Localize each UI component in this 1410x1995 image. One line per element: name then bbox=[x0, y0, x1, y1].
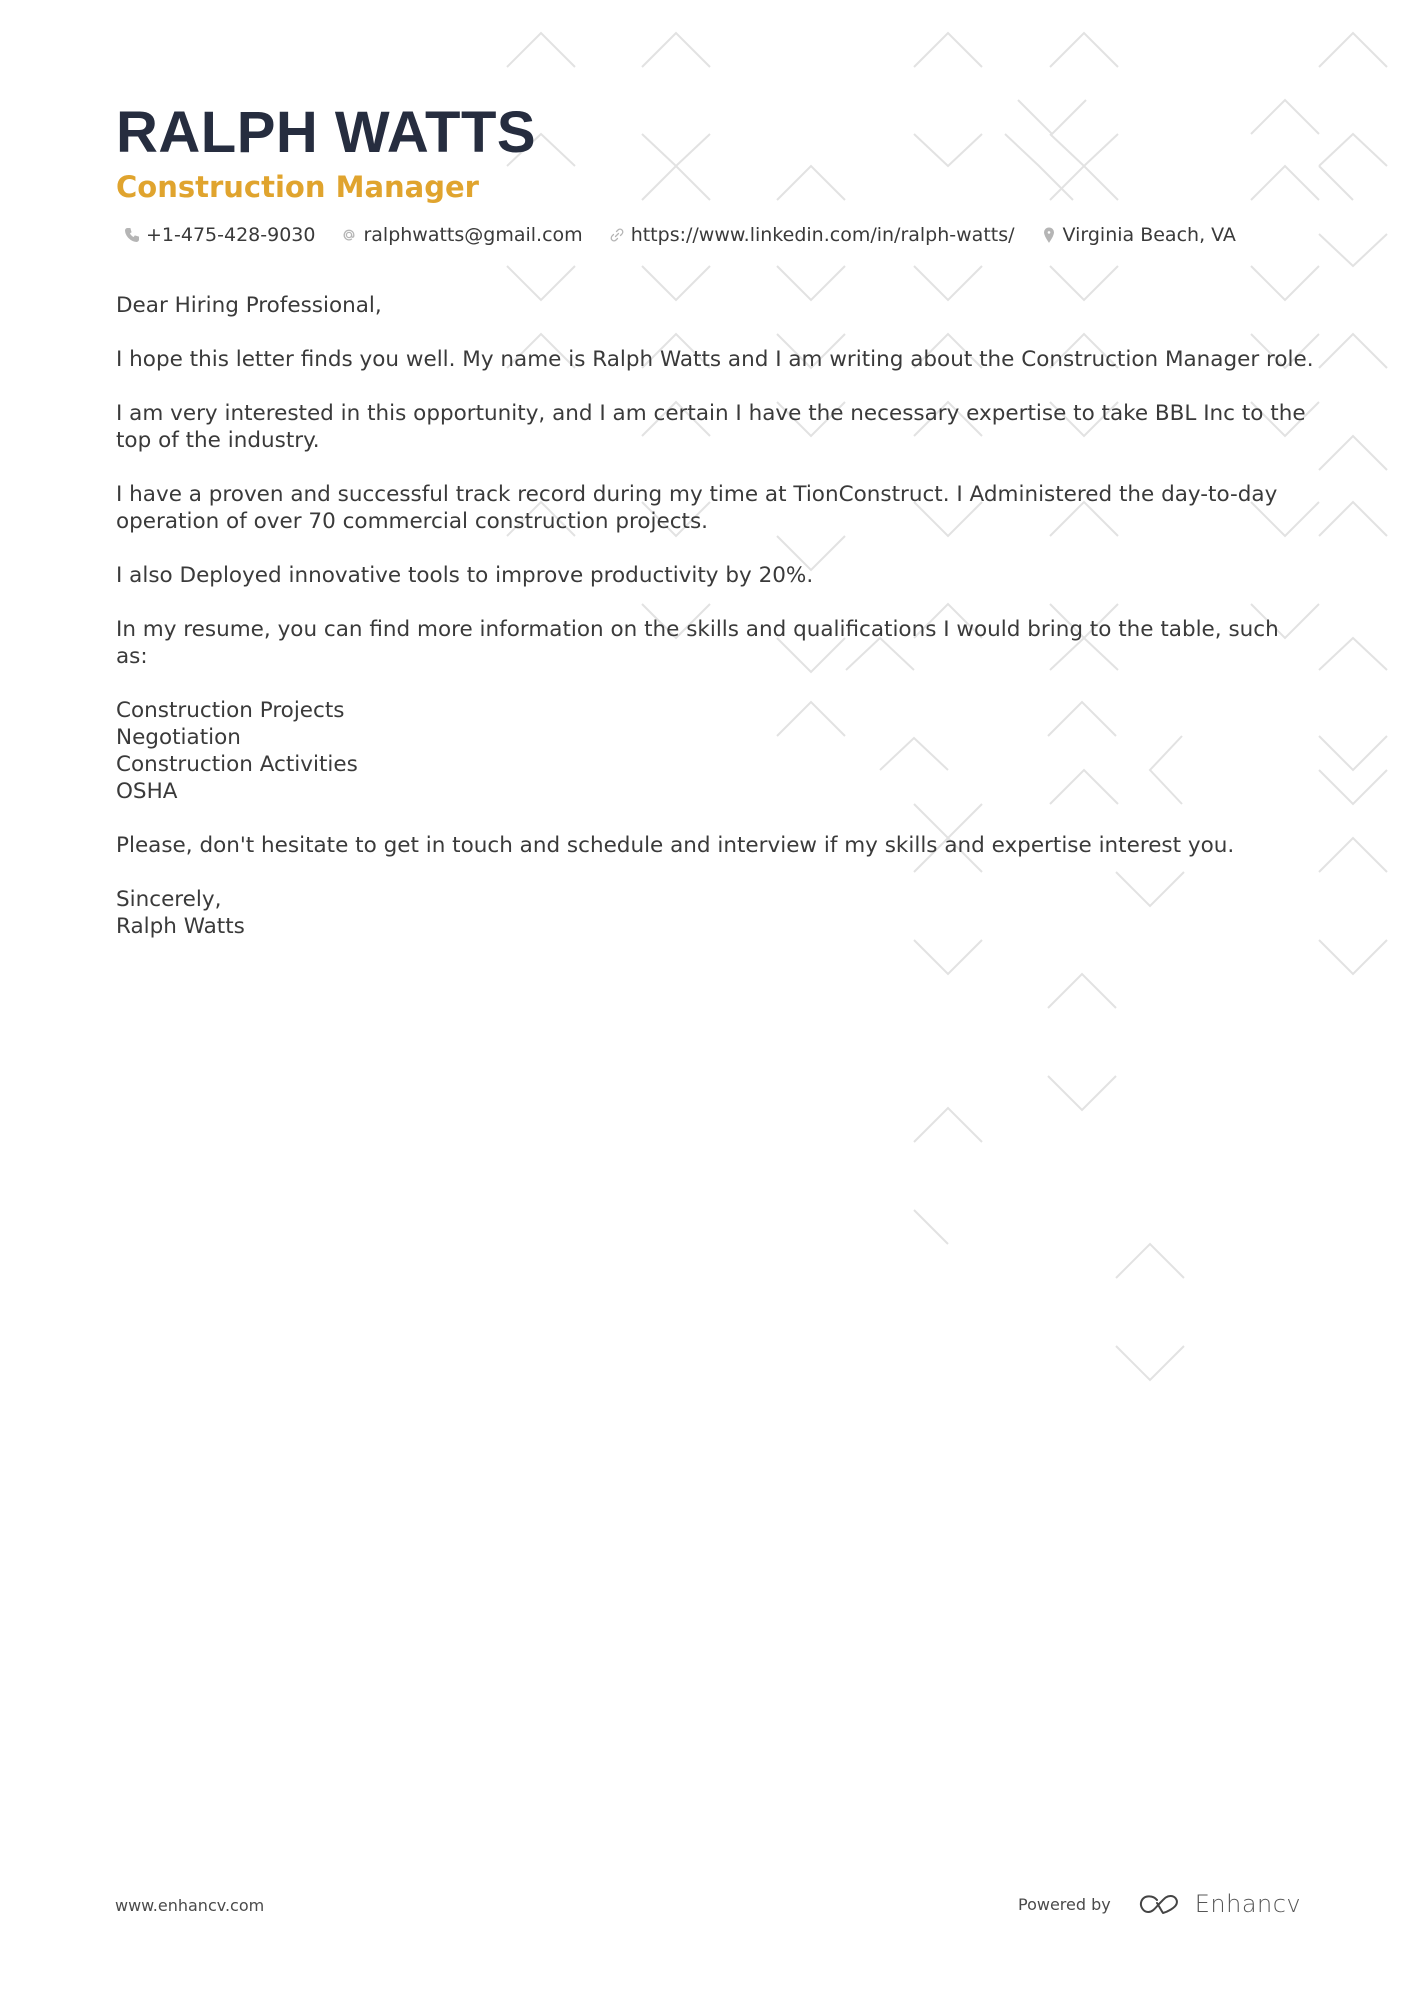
job-title: Construction Manager bbox=[116, 170, 479, 204]
sign-off: Sincerely, bbox=[116, 887, 222, 912]
paragraph-productivity: I also Deployed innovative tools to improve productivity by 20%. bbox=[116, 563, 814, 588]
contact-email[interactable] bbox=[341, 224, 582, 246]
enhancv-wordmark: Enhancv bbox=[1194, 1890, 1302, 1918]
paragraph-interest: I am very interested in this opportunity, and I am certain I have the necessary expertise to take BBL Inc to the top of the industry. bbox=[116, 401, 1306, 453]
skills-list bbox=[116, 697, 1316, 805]
letter-body bbox=[116, 292, 1316, 940]
paragraph-intro: I hope this letter finds you well. My name is Ralph Watts and I am writing about the Construction Manager role. bbox=[116, 347, 1314, 372]
signature: Ralph Watts bbox=[116, 914, 245, 939]
footer-website-link[interactable]: www.enhancv.com bbox=[115, 1896, 265, 1915]
skill-item: Negotiation bbox=[116, 725, 241, 750]
email-text: ralphwatts@gmail.com bbox=[363, 224, 583, 246]
location-pin-icon bbox=[1041, 227, 1057, 243]
contact-location bbox=[1041, 224, 1236, 246]
closing-paragraph: Please, don't hesitate to get in touch and schedule and interview if my skills and expertise interest you. bbox=[116, 833, 1235, 858]
linkedin-text: https://www.linkedin.com/in/ralph-watts/ bbox=[630, 224, 1015, 246]
skill-item: OSHA bbox=[116, 779, 178, 804]
enhancv-infinity-heart-icon bbox=[1137, 1892, 1183, 1916]
link-icon bbox=[609, 227, 625, 243]
skill-item: Construction Projects bbox=[116, 698, 345, 723]
contact-phone[interactable] bbox=[124, 224, 315, 246]
contact-linkedin[interactable] bbox=[609, 224, 1015, 246]
applicant-name: RALPH WATTS bbox=[116, 100, 537, 165]
location-text: Virginia Beach, VA bbox=[1062, 224, 1236, 246]
skill-item: Construction Activities bbox=[116, 752, 358, 777]
at-icon bbox=[341, 227, 357, 243]
contact-row bbox=[124, 224, 1262, 246]
paragraph-skills-intro: In my resume, you can find more information on the skills and qualifications I would bring to the table, such as: bbox=[116, 617, 1279, 669]
powered-by-label: Powered by bbox=[1018, 1894, 1111, 1914]
enhancv-logo[interactable] bbox=[1137, 1890, 1301, 1918]
greeting: Dear Hiring Professional, bbox=[116, 293, 382, 318]
phone-text: +1-475-428-9030 bbox=[146, 224, 316, 246]
paragraph-track-record: I have a proven and successful track record during my time at TionConstruct. I Administered the day-to-day operation of over 70 commercial construction projects. bbox=[116, 482, 1278, 534]
phone-icon bbox=[124, 227, 140, 243]
footer-branding bbox=[1018, 1890, 1301, 1918]
